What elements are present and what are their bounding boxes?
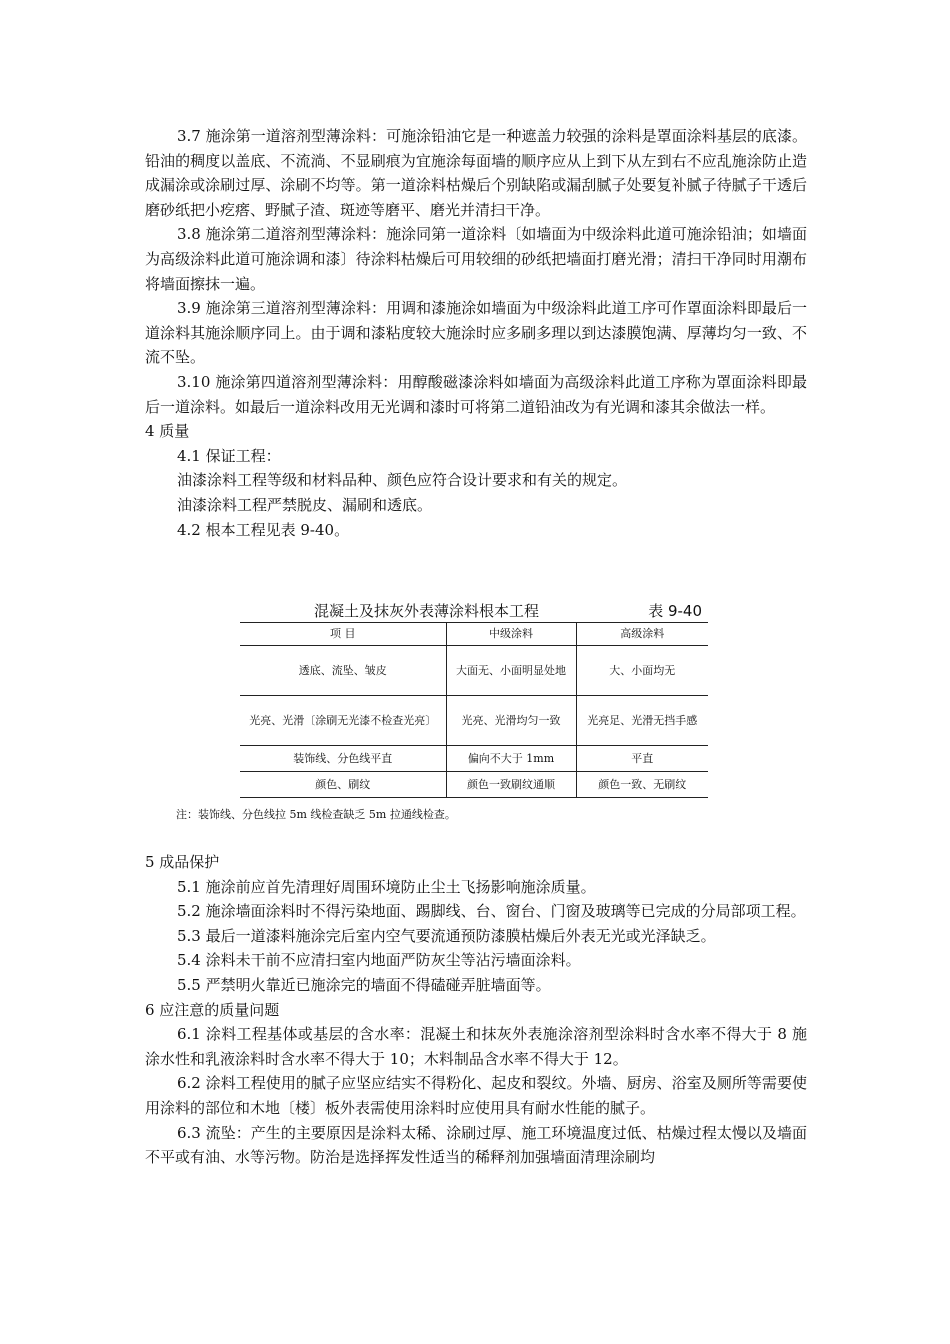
table-row bbox=[240, 772, 708, 798]
paragraph-4-2: 4.2 根本工程见表 9-40。 bbox=[177, 520, 350, 539]
paragraph-5-1: 5.1 施涂前应首先清理好周围环境防止尘土飞扬影响施涂质量。 bbox=[177, 877, 596, 896]
document-body-continued bbox=[145, 850, 807, 1170]
table-cell: 大、小面均无 bbox=[576, 646, 708, 696]
section-5-heading: 5 成品保护 bbox=[145, 853, 220, 871]
table-row bbox=[240, 696, 708, 746]
table-caption bbox=[240, 598, 710, 622]
table-cell: 颜色、刷纹 bbox=[240, 772, 446, 798]
paragraph-5-4: 5.4 涂料未干前不应清扫室内地面严防灰尘等沾污墙面涂料。 bbox=[177, 951, 581, 970]
table-row bbox=[240, 746, 708, 772]
table-header-cell: 高级涂料 bbox=[576, 623, 708, 646]
paragraph-3-9: 3.9 施涂第三道溶剂型薄涂料：用调和漆施涂如墙面为中级涂料此道工序可作罩面涂料即最后一道涂料其施涂顺序同上。由于调和漆粘度较大施涂时应多刷多理以到达漆膜饱满、厚薄均匀一致、不流不坠。 bbox=[145, 299, 807, 367]
paragraph-3-7: 3.7 施涂第一道溶剂型薄涂料：可施涂铅油它是一种遮盖力较强的涂料是罩面涂料基层的底漆。铅油的稠度以盖底、不流淌、不显刷痕为宜施涂每面墙的顺序应从上到下从左到右不应乱施涂防止造成漏涂或涂刷过厚、涂刷不均等。第一道涂料枯燥后个别缺陷或漏刮腻子处要复补腻子待腻子干透后磨砂纸把小疙瘩、野腻子渣、斑迹等磨平、磨光并清扫干净。 bbox=[145, 127, 807, 219]
paragraph-4-1-b: 油漆涂料工程严禁脱皮、漏刷和透底。 bbox=[177, 495, 433, 514]
paragraph-5-3: 5.3 最后一道漆料施涂完后室内空气要流通预防漆膜枯燥后外表无光或光泽缺乏。 bbox=[177, 926, 716, 945]
table-cell: 透底、流坠、皱皮 bbox=[240, 646, 446, 696]
table-number: 表 9-40 bbox=[648, 602, 702, 620]
table-cell: 平直 bbox=[576, 746, 708, 772]
table-note: 注：装饰线、分色线拉 5m 线检查缺乏 5m 拉通线检查。 bbox=[176, 808, 456, 821]
table-cell: 偏向不大于 1mm bbox=[446, 746, 576, 772]
paragraph-4-1-a: 油漆涂料工程等级和材料品种、颜色应符合设计要求和有关的规定。 bbox=[177, 471, 628, 490]
table-row bbox=[240, 646, 708, 696]
table-header-cell: 中级涂料 bbox=[446, 623, 576, 646]
table-cell: 大面无、小面明显处地 bbox=[446, 646, 576, 696]
table-header-cell: 项 目 bbox=[240, 623, 446, 646]
paragraph-6-2: 6.2 涂料工程使用的腻子应坚应结实不得粉化、起皮和裂纹。外墙、厨房、浴室及厕所等需要使用涂料的部位和木地〔楼〕板外表需使用涂料时应使用具有耐水性能的腻子。 bbox=[145, 1074, 807, 1117]
quality-table bbox=[240, 622, 708, 798]
paragraph-5-2: 5.2 施涂墙面涂料时不得污染地面、踢脚线、台、窗台、门窗及玻璃等已完成的分局部项工程。 bbox=[177, 902, 806, 921]
quality-table-block bbox=[240, 598, 710, 798]
document-body bbox=[145, 124, 807, 542]
paragraph-6-1: 6.1 涂料工程基体或基层的含水率：混凝土和抹灰外表施涂溶剂型涂料时含水率不得大于 8 施涂水性和乳液涂料时含水率不得大于 10；木料制品含水率不得大于 12。 bbox=[145, 1025, 807, 1068]
section-6-heading: 6 应注意的质量问题 bbox=[145, 1000, 280, 1019]
table-cell: 颜色一致刷纹通顺 bbox=[446, 772, 576, 798]
table-header-row bbox=[240, 623, 708, 646]
paragraph-4-1: 4.1 保证工程： bbox=[177, 446, 281, 465]
table-title: 混凝土及抹灰外表薄涂料根本工程 bbox=[314, 602, 540, 620]
table-cell: 光亮、光滑均匀一致 bbox=[446, 696, 576, 746]
section-4-heading: 4 质量 bbox=[145, 422, 190, 441]
paragraph-3-10: 3.10 施涂第四道溶剂型薄涂料：用醇酸磁漆涂料如墙面为高级涂料此道工序称为罩面涂料即最后一道涂料。如最后一道涂料改用无光调和漆时可将第二道铅油改为有光调和漆其余做法一样。 bbox=[145, 372, 807, 416]
paragraph-6-3: 6.3 流坠：产生的主要原因是涂料太稀、涂刷过厚、施工环境温度过低、枯燥过程太慢以及墙面不平或有油、水等污物。防治是选择挥发性适当的稀释剂加强墙面清理涂刷均 bbox=[145, 1123, 807, 1167]
table-cell: 光亮足、光滑无挡手感 bbox=[576, 696, 708, 746]
table-cell: 颜色一致、无刷纹 bbox=[576, 772, 708, 798]
table-cell: 光亮、光滑〔涂刷无光漆不检查光亮〕 bbox=[240, 696, 446, 746]
table-cell: 装饰线、分色线平直 bbox=[240, 746, 446, 772]
paragraph-5-5: 5.5 严禁明火靠近已施涂完的墙面不得磕碰弄脏墙面等。 bbox=[177, 975, 551, 994]
paragraph-3-8: 3.8 施涂第二道溶剂型薄涂料：施涂同第一道涂料〔如墙面为中级涂料此道可施涂铅油；如墙面为高级涂料此道可施涂调和漆〕待涂料枯燥后可用较细的砂纸把墙面打磨光滑；清扫干净同时用潮布将墙面擦抹一遍。 bbox=[145, 225, 807, 293]
